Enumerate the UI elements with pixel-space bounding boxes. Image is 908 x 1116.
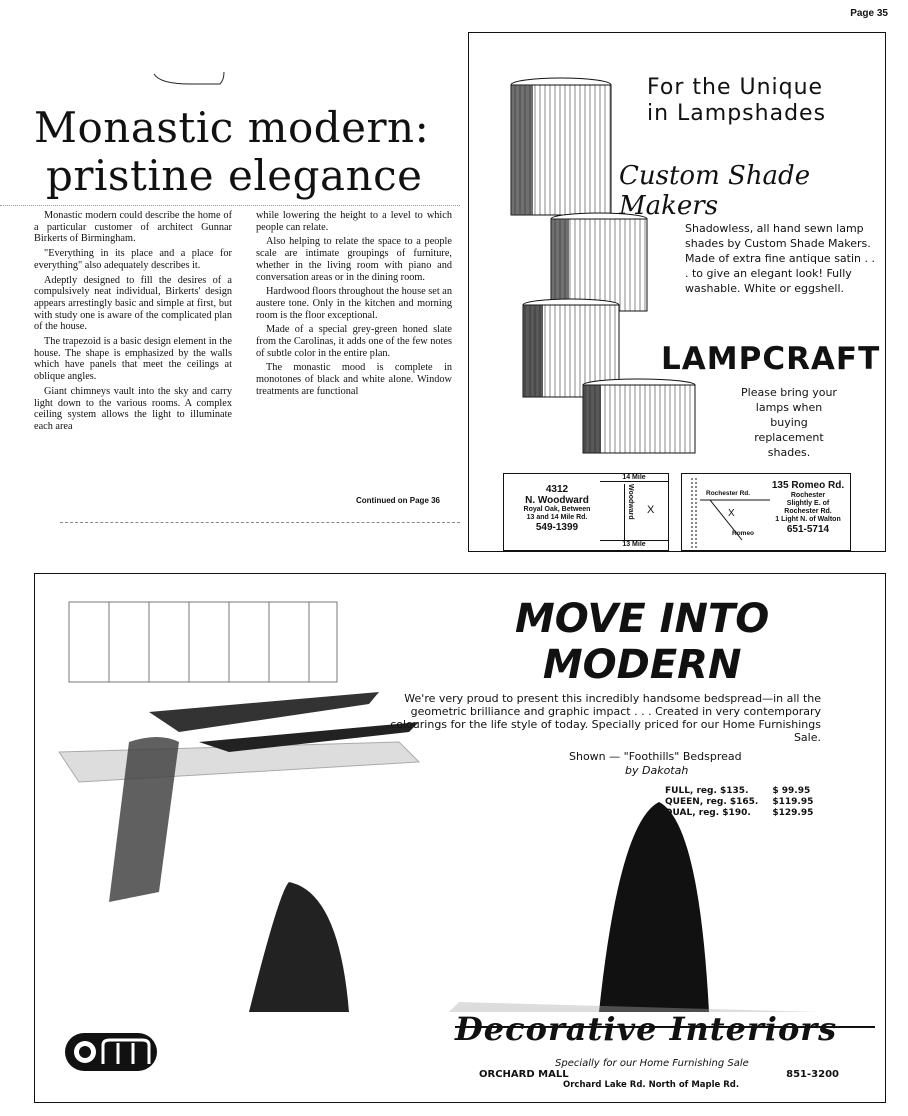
- paragraph: Made of a special grey-green honed slate from the Carolinas, it adds one of the few notes of subtle color in the entire plan.: [256, 324, 452, 359]
- store-address: Orchard Lake Rd. North of Maple Rd.: [563, 1080, 740, 1090]
- lampshade-ad: [468, 32, 886, 552]
- price-size: QUEEN, reg. $165.: [665, 797, 759, 807]
- lamp-ad-headline: [647, 75, 826, 127]
- price-size: DUAL, reg. $190.: [665, 808, 751, 818]
- paragraph: Adeptly designed to fill the desires of a compulsively neat individual, Birkerts' design appears arrestingly basic and simple at first, but with study one is aware of the complicated plan of the house.: [34, 274, 232, 333]
- price-value: $119.95: [772, 797, 814, 807]
- shown-caption: [569, 750, 742, 778]
- map-marker: X: [647, 504, 655, 516]
- decorative-interiors-logo: Decorative Interiors: [455, 1010, 838, 1048]
- paragraph: while lowering the height to a level to which people can relate.: [256, 210, 452, 233]
- price-list: [665, 786, 827, 819]
- headline-line1: MOVE INTO: [515, 596, 770, 642]
- custom-shade-makers-script: Custom Shade Makers: [619, 161, 811, 221]
- loc2-city: Rochester: [790, 492, 826, 499]
- page-number: Page 35: [850, 8, 888, 19]
- orchard-mall: ORCHARD MALL: [479, 1069, 569, 1080]
- move-into-modern-headline: [515, 596, 769, 688]
- lamp-headline-line1: For the Unique: [647, 75, 824, 100]
- loc2-dir3: 1 Light N. of Walton: [775, 516, 841, 523]
- lamp-ad-description: Shadowless, all hand sewn lamp shades by Custom Shade Makers. Made of extra fine antique satin . . . to give an elegant look! Fully washable. White or eggshell.: [685, 222, 875, 295]
- price-row: [665, 808, 827, 819]
- loc1-phone: 549-1399: [535, 522, 579, 533]
- loc2-dir2: Rochester Rd.: [784, 508, 832, 515]
- decorative-swoosh: [150, 70, 230, 90]
- shown-line1: Shown — "Foothills" Bedspread: [569, 750, 742, 763]
- paragraph: Hardwood floors throughout the house set an austere tone. Only in the kitchen and morning room is the floor exceptional.: [256, 286, 452, 321]
- store-footer: [479, 1058, 839, 1090]
- loc2-dir1: Slightly E. of: [786, 500, 830, 507]
- lamp-ad-bring: Please bring your lamps when buying replacement shades.: [741, 386, 837, 459]
- map-marker: X: [728, 508, 735, 519]
- paragraph: Giant chimneys vault into the sky and carry light down to the various rooms. A complex ceiling system allows the light to illuminate each area: [34, 385, 232, 432]
- paragraph: Also helping to relate the space to a people scale are intimate groupings of furniture, whether in the living room with piano and conversation areas or in the dining room.: [256, 236, 452, 283]
- store-phone: 851-3200: [786, 1069, 839, 1080]
- paragraph: Monastic modern could describe the home of a particular customer of architect Gunnar Birkerts of Birmingham.: [34, 210, 232, 245]
- price-size: FULL, reg. $135.: [665, 786, 749, 796]
- sale-tagline: Specially for our Home Furnishing Sale: [555, 1058, 749, 1069]
- price-value: $ 99.95: [772, 786, 811, 796]
- headline-line1: Monastic modern:: [34, 103, 430, 152]
- headline-line2: MODERN: [542, 642, 742, 688]
- price-value: $129.95: [772, 808, 814, 818]
- loc1-number: 4312: [545, 484, 569, 495]
- paragraph: "Everything in its place and a place for everything" also adequately describes it.: [34, 248, 232, 271]
- bottom-rule: [60, 522, 460, 523]
- paragraph: The monastic mood is complete in monotones of black and white alone. Window treatments are functional: [256, 362, 452, 397]
- headline-divider: [0, 205, 460, 206]
- road-romeo: Romeo: [732, 530, 755, 537]
- headline-line2: pristine elegance: [46, 151, 423, 200]
- road-14-mile: 14 Mile: [600, 474, 668, 482]
- bedspread-ad: [34, 573, 886, 1103]
- price-row: [665, 786, 827, 797]
- article-column-2: [256, 210, 452, 401]
- loc2-address: 135 Romeo Rd.: [771, 480, 845, 491]
- lampshade-illustration: [509, 73, 709, 493]
- road-rochester: Rochester Rd.: [706, 490, 751, 497]
- article-column-1: [34, 210, 232, 436]
- road-13-mile: 13 Mile: [600, 540, 668, 548]
- bedspread-description: We're very proud to present this incredibly handsome bedspread—in all the geometric brilliance and graphic impact . . . Created in very contemporary colourings for the life style of today. Specially priced for our Home Furnishings Sale.: [390, 692, 821, 744]
- shown-line2: by Dakotah: [625, 764, 689, 777]
- paragraph: The trapezoid is a basic design element in the house. The shape is emphasized by the walls which have panels that meet the ceilings at oblique angles.: [34, 336, 232, 383]
- continued-link[interactable]: Continued on Page 36: [356, 496, 441, 505]
- lampcraft-brand: LAMPCRAFT: [661, 341, 881, 377]
- loc1-area2: 13 and 14 Mile Rd.: [526, 514, 588, 521]
- location-map-royal-oak: [503, 473, 669, 551]
- article-headline: [34, 104, 429, 200]
- loc1-area1: Royal Oak, Between: [523, 506, 591, 513]
- location-map-rochester: [681, 473, 851, 551]
- price-row: [665, 797, 827, 808]
- om-logo: [63, 1031, 159, 1073]
- road-woodward: Woodward: [624, 484, 634, 540]
- lamp-headline-line2: in Lampshades: [647, 101, 827, 126]
- loc1-street: N. Woodward: [525, 495, 589, 506]
- loc2-phone: 651-5714: [786, 524, 830, 535]
